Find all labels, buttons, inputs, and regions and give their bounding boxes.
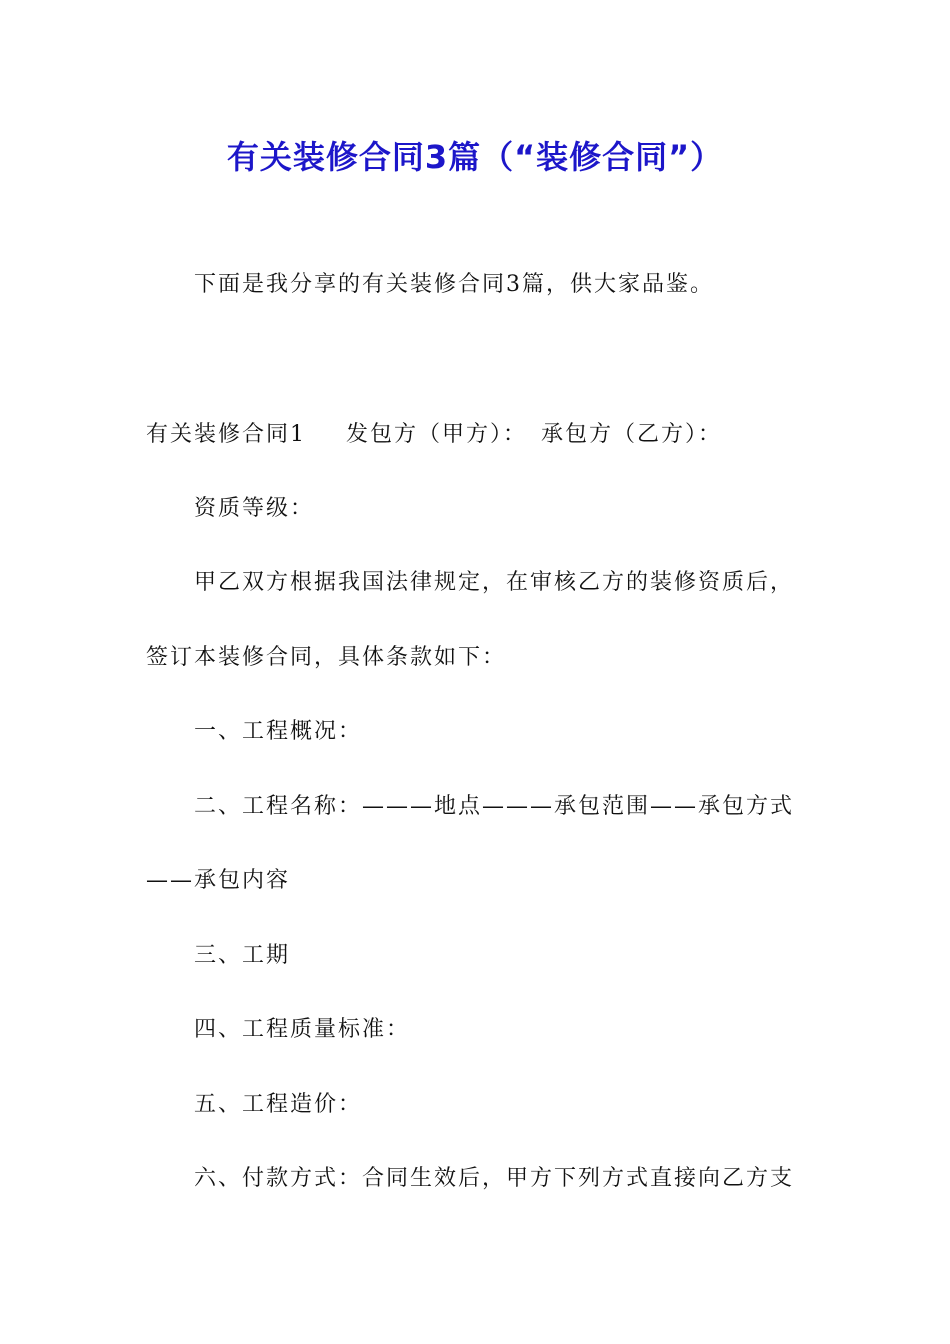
contract-name: 有关装修合同1 (146, 422, 306, 447)
paragraph-line: 五、工程造价： (194, 1092, 363, 1117)
paragraph-line: 四、工程质量标准： (194, 1017, 411, 1042)
paragraph-line: 甲乙双方根据我国法律规定，在审核乙方的装修资质后， (194, 570, 795, 595)
paragraph-line: ——承包内容 (146, 868, 291, 893)
paragraph-line: 二、工程名称：———地点———承包范围——承包方式 (194, 794, 795, 819)
party-a-label: 发包方（甲方）： (346, 422, 528, 447)
party-b-label: 承包方（乙方）： (541, 422, 723, 447)
paragraph-line: 签订本装修合同，具体条款如下： (146, 645, 507, 670)
document-title: 有关装修合同3篇（“装修合同”） (226, 138, 724, 176)
paragraph-line: 资质等级： (194, 496, 315, 521)
paragraph-line: 一、工程概况： (194, 719, 363, 744)
paragraph-line: 六、付款方式：合同生效后，甲方下列方式直接向乙方支 (194, 1166, 795, 1191)
paragraph-line: 三、工期 (194, 943, 291, 968)
intro-paragraph: 下面是我分享的有关装修合同3篇，供大家品鉴。 (194, 272, 714, 297)
section-heading (146, 420, 722, 450)
